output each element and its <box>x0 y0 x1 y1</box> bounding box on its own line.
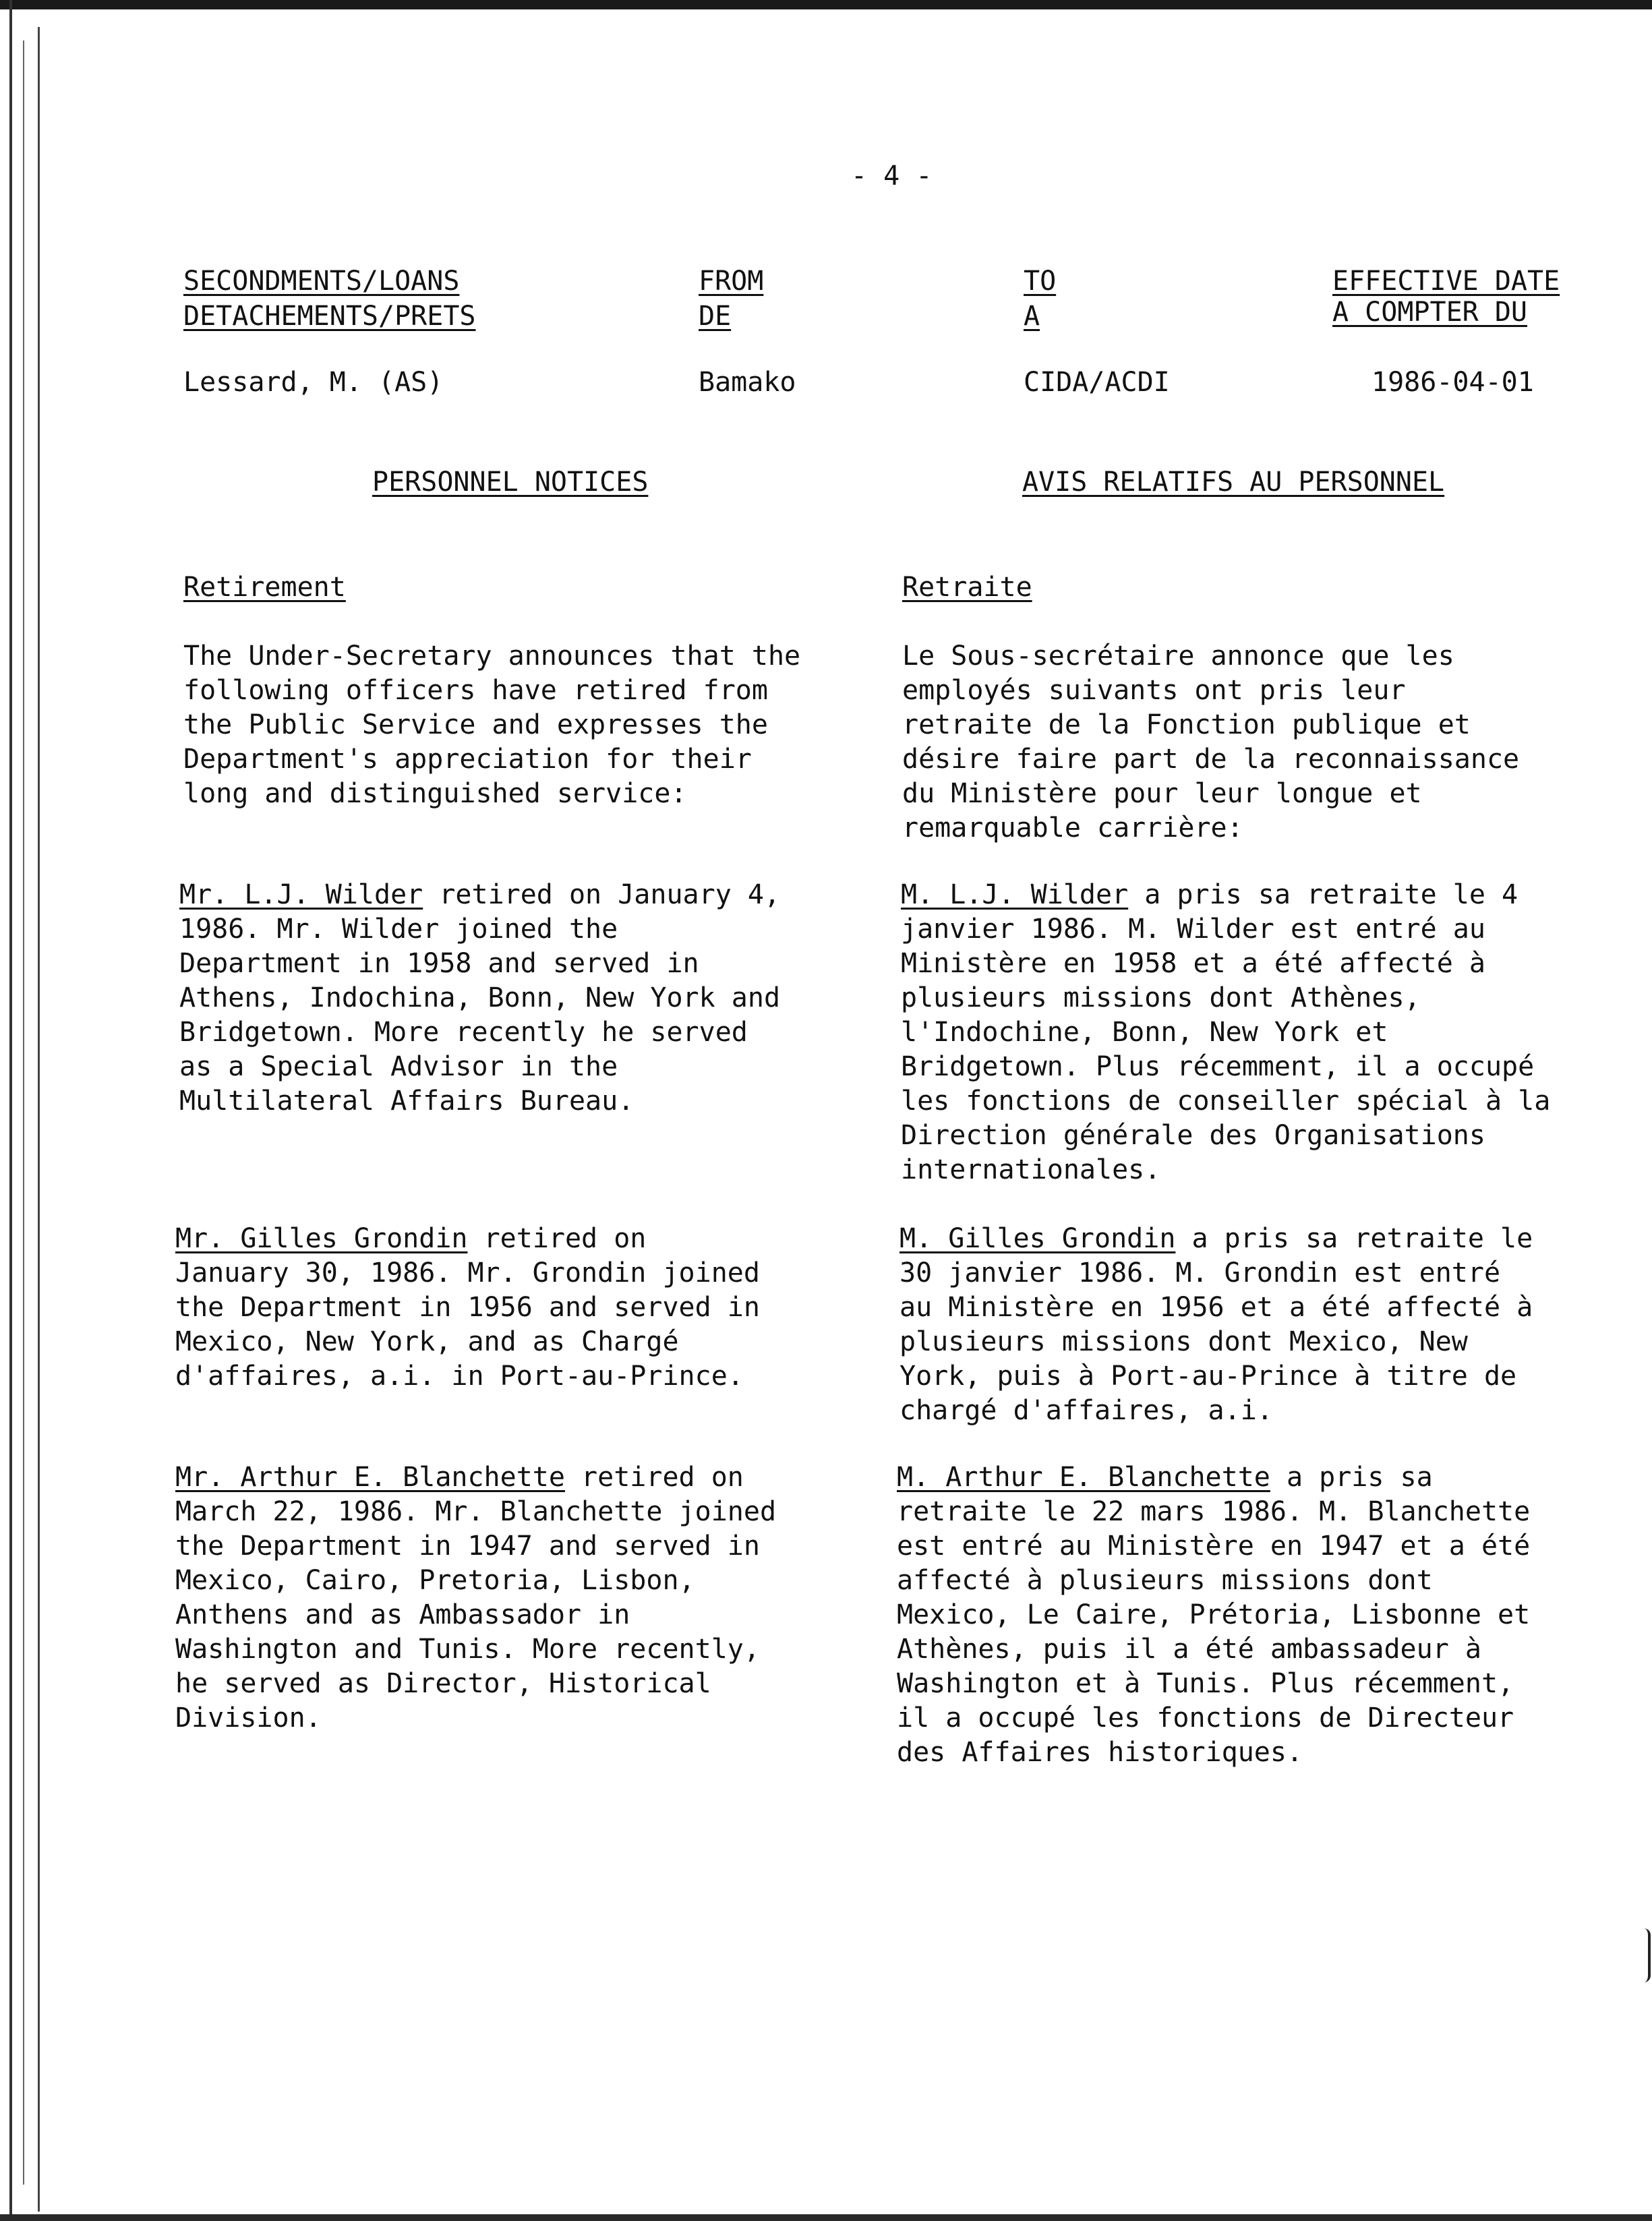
entry-grondin-en <box>175 1222 760 1394</box>
scan-left-edge-line <box>23 40 24 2185</box>
entry-blanchette-en <box>175 1460 776 1736</box>
intro-en: The Under-Secretary announces that the following officers have retired from the Public Service and expresses the Department's appreciation for their long and distinguished service: <box>183 641 801 809</box>
scan-top-edge <box>0 0 1652 9</box>
personnel-notices-title-fr: AVIS RELATIFS AU PERSONNEL <box>1022 467 1445 498</box>
secondment-from: Bamako <box>699 367 796 398</box>
intro-fr: Le Sous-secrétaire annonce que les employés suivants ont pris leur retraite de la Fonction publique et désire faire part de la reconnaissance du Ministère pour leur longue et remarquable carrière: <box>902 641 1520 843</box>
section-retirement: Retirement <box>183 572 346 603</box>
header-effective-date-fr: A COMPTER DU <box>1332 297 1527 328</box>
header-from-en: FROM <box>699 266 764 297</box>
scan-right-mark <box>1644 1928 1651 1982</box>
officer-name: Mr. Arthur E. Blanchette <box>175 1462 565 1493</box>
header-to-fr: A <box>1024 301 1040 332</box>
entry-blanchette-fr <box>897 1460 1530 1770</box>
entry-wilder-fr <box>901 878 1550 1187</box>
secondment-to: CIDA/ACDI <box>1024 367 1170 398</box>
secondment-name: Lessard, M. (AS) <box>183 367 444 398</box>
header-secondments-en: SECONDMENTS/LOANS <box>183 266 460 297</box>
header-secondments-fr: DETACHEMENTS/PRETS <box>183 301 476 332</box>
section-retraite: Retraite <box>902 572 1032 603</box>
entry-text: a pris sa retraite le 22 mars 1986. M. Blanchette est entré au Ministère en 1947 et a été affecté à plusieurs missions dont Mexico, Le Caire, Prétoria, Lisbonne et Athènes, puis il a été ambassadeur à Washington et à Tunis. Plus récemment, il a occupé les fonctions de Directeur des Affaires historiques. <box>897 1462 1531 1768</box>
officer-name: M. L.J. Wilder <box>901 879 1129 910</box>
officer-name: Mr. Gilles Grondin <box>175 1223 468 1254</box>
officer-name: Mr. L.J. Wilder <box>179 879 423 910</box>
entry-text: retired on January 4, 1986. Mr. Wilder joined the Department in 1958 and served in Athens, Indochina, Bonn, New York and Bridgetown. More recently he served as a Special Advisor in the Multilateral Affairs Bureau. <box>179 879 781 1117</box>
scan-bottom-edge <box>0 2214 1652 2221</box>
entry-grondin-fr <box>899 1222 1533 1428</box>
secondment-date: 1986-04-01 <box>1371 367 1534 398</box>
entry-text: retired on March 22, 1986. Mr. Blanchette joined the Department in 1947 and served in Mexico, Cairo, Pretoria, Lisbon, Anthens and as Ambassador in Washington and Tunis. More recently, he served as Director, Historical Division. <box>175 1462 777 1734</box>
officer-name: M. Gilles Grondin <box>899 1223 1176 1254</box>
officer-name: M. Arthur E. Blanchette <box>897 1462 1270 1493</box>
scan-left-edge <box>9 0 12 2221</box>
scan-left-edge-line <box>38 27 40 2212</box>
entry-text: a pris sa retraite le 4 janvier 1986. M. Wilder est entré au Ministère en 1958 et a été affecté à plusieurs missions dont Athènes, l'Indochine, Bonn, New York et Bridgetown. Plus récemment, il a occupé les fonctions de conseiller spécial à la Direction générale des Organisations internationales. <box>901 879 1551 1185</box>
header-effective-date-en: EFFECTIVE DATE <box>1332 266 1560 297</box>
header-to-en: TO <box>1024 266 1057 297</box>
entry-text: retired on January 30, 1986. Mr. Grondin joined the Department in 1956 and served in Mexico, New York, and as Chargé d'affaires, a.i. in Port-au-Prince. <box>175 1223 760 1392</box>
page-number: - 4 - <box>851 160 933 191</box>
header-from-fr: DE <box>699 301 732 332</box>
entry-wilder-en <box>179 878 780 1119</box>
personnel-notices-title: PERSONNEL NOTICES <box>372 467 649 498</box>
entry-text: a pris sa retraite le 30 janvier 1986. M. Grondin est entré au Ministère en 1956 et a été affecté à plusieurs missions dont Mexico, New York, puis à Port-au-Prince à titre de chargé d'affaires, a.i. <box>899 1223 1533 1426</box>
